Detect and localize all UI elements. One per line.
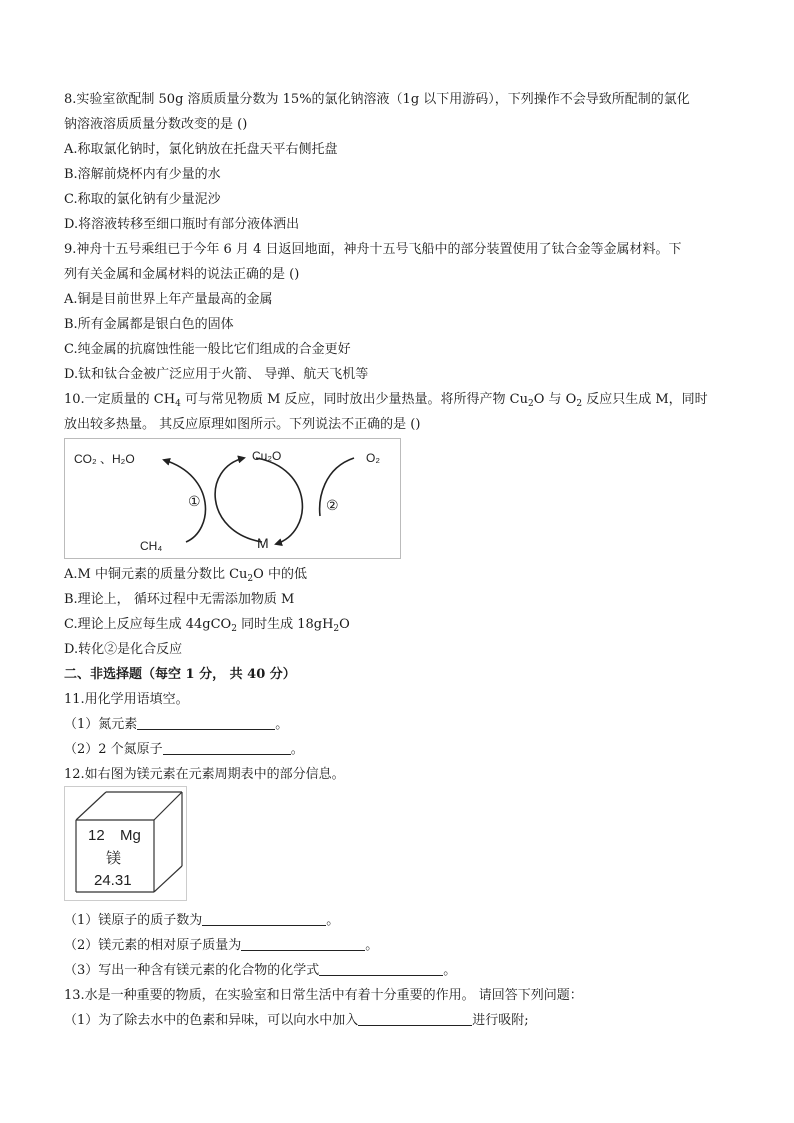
q12-part-3: （3）写出一种含有镁元素的化合物的化学式 。 (64, 963, 457, 978)
q10-option-a: A.M 中铜元素的质量分数比 $Cu_2O$ 中的低 (64, 567, 307, 584)
answer-blank[interactable] (202, 913, 326, 926)
q12-stem: 12.如右图为镁元素在元素周期表中的部分信息。 (64, 767, 345, 782)
q11-stem: 11.用化学用语填空。 (64, 692, 189, 707)
q11-part-2: （2）2 个氮原子 。 (64, 742, 304, 757)
q8-option-d: D.将溶液转移至细口瓶时有部分液体洒出 (64, 217, 300, 232)
element-symbol: Mg (120, 827, 141, 844)
q9-option-b: B.所有金属都是银白色的固体 (64, 317, 234, 332)
label-ch4: CH₄ (140, 539, 163, 553)
q10-option-c: C.理论上反应每生成 44gCO$_2$ 同时生成 $18gH_2O$ (64, 617, 350, 634)
answer-blank[interactable] (241, 938, 365, 951)
q10-stem-line2: 放出较多热量。 其反应原理如图所示。下列说法不正确的是 () (64, 417, 421, 432)
q13-stem: 13.水是一种重要的物质，在实验室和日常生活中有着十分重要的作用。 请回答下列问题： (64, 988, 583, 1003)
atomic-mass: 24.31 (94, 872, 132, 889)
q10-stem-line1: 10.一定质量的 $CH_4$ 可与常见物质 M 反应，同时放出少量热量。将所得产物 $Cu_2O$ 与 $O_2$ 反应只生成 M，同时 (64, 392, 708, 409)
answer-blank[interactable] (319, 963, 443, 976)
q9-option-c: C.纯金属的抗腐蚀性能一般比它们组成的合金更好 (64, 342, 351, 357)
label-step-1: ① (188, 493, 201, 509)
q9-stem-line1: 9.神舟十五号乘组已于今年 6 月 4 日返回地面，神舟十五号飞船中的部分装置使用了钛合金等金属材料。下 (64, 242, 682, 257)
q8-option-b: B.溶解前烧杯内有少量的水 (64, 167, 221, 182)
atomic-number: 12 (88, 827, 105, 844)
label-co2-h2o: CO₂ 、H₂O (74, 452, 135, 466)
section-heading: 二、非选择题（每空 1 分， 共 40 分） (64, 667, 296, 682)
q13-part-1: （1）为了除去水中的色素和异味，可以向水中加入 进行吸附; (64, 1013, 529, 1028)
label-m: M (257, 535, 269, 551)
q10-option-d: D.转化②是化合反应 (64, 642, 183, 657)
answer-blank[interactable] (137, 717, 275, 730)
q10-option-b: B.理论上， 循环过程中无需添加物质 M (64, 592, 295, 607)
q11-part-1: （1）氮元素 。 (64, 717, 289, 732)
q8-stem-line2: 钠溶液溶质质量分数改变的是 () (64, 117, 248, 132)
reaction-cycle-diagram (64, 438, 402, 560)
q12-part-2: （2）镁元素的相对原子质量为 。 (64, 938, 379, 953)
label-cu2o: Cu₂O (252, 449, 282, 463)
answer-blank[interactable] (163, 742, 291, 755)
q9-option-a: A.铜是目前世界上年产量最高的金属 (64, 292, 273, 307)
q9-stem-line2: 列有关金属和金属材料的说法正确的是 () (64, 267, 300, 282)
q8-option-c: C.称取的氯化钠有少量泥沙 (64, 192, 221, 207)
q12-part-1: （1）镁原子的质子数为 。 (64, 913, 340, 928)
q8-option-a: A.称取氯化钠时，氯化钠放在托盘天平右侧托盘 (64, 142, 338, 157)
label-o2: O₂ (366, 451, 380, 465)
element-tile-figure (64, 786, 188, 902)
q9-option-d: D.钛和钛合金被广泛应用于火箭、 导弹、航天飞机等 (64, 367, 369, 382)
q8-stem-line1: 8.实验室欲配制 50g 溶质质量分数为 15%的氯化钠溶液（1g 以下用游码），下列操作不会导致所配制的氯化 (64, 92, 690, 107)
element-name: 镁 (106, 850, 122, 867)
label-step-2: ② (326, 497, 339, 513)
answer-blank[interactable] (358, 1013, 472, 1026)
